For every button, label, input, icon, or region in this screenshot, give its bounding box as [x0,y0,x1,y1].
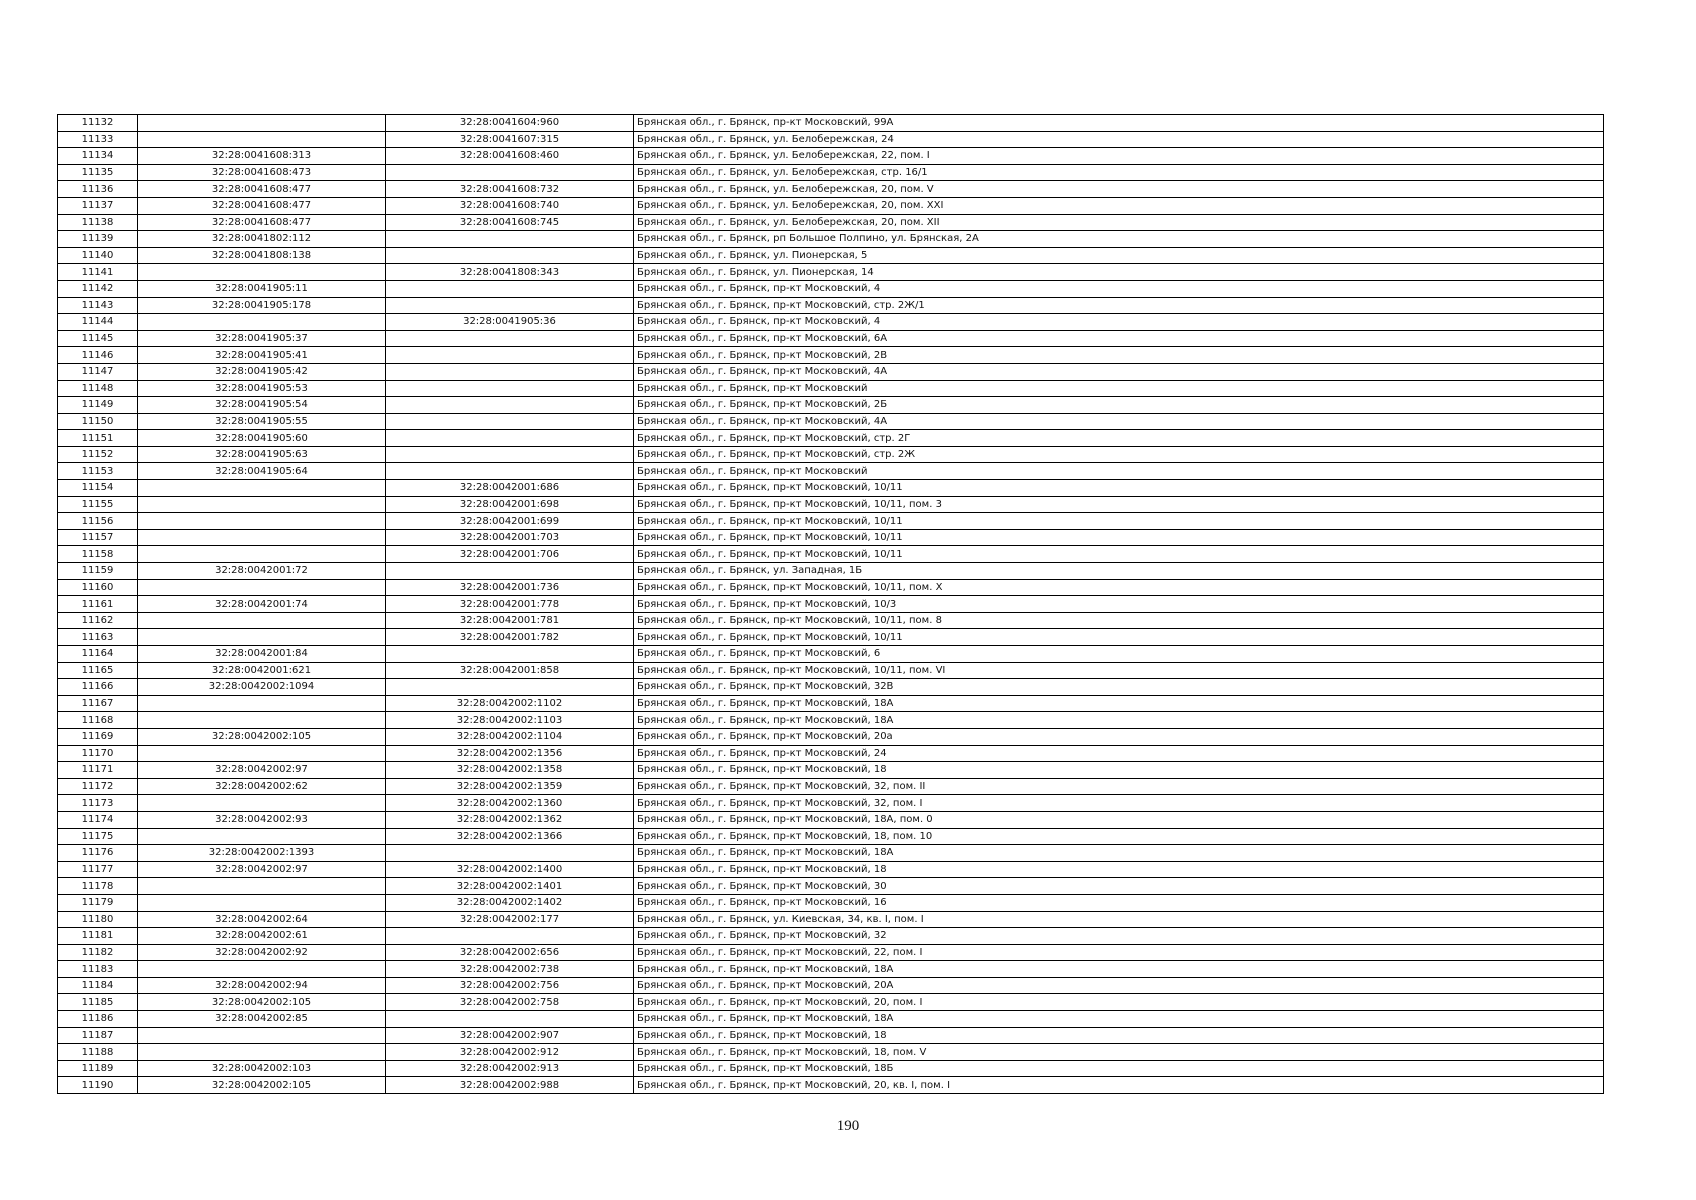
address-cell: Брянская обл., г. Брянск, пр-кт Московский [634,463,1604,480]
table-row [58,612,1604,629]
table-row [58,878,1604,895]
object-cadastral-number-cell [386,845,634,862]
row-number-cell: 11133 [58,131,138,148]
parcel-cadastral-number-cell: 32:28:0041905:178 [138,297,386,314]
object-cadastral-number-cell: 32:28:0042002:913 [386,1060,634,1077]
address-cell: Брянская обл., г. Брянск, пр-кт Московский, 10/11, пом. 3 [634,496,1604,513]
table-row [58,994,1604,1011]
address-cell: Брянская обл., г. Брянск, ул. Белобережская, стр. 16/1 [634,164,1604,181]
address-cell: Брянская обл., г. Брянск, пр-кт Московский, 10/11 [634,629,1604,646]
object-cadastral-number-cell [386,646,634,663]
row-number-cell: 11171 [58,762,138,779]
object-cadastral-number-cell [386,679,634,696]
address-cell: Брянская обл., г. Брянск, пр-кт Московский, 20А [634,977,1604,994]
table-row [58,579,1604,596]
object-cadastral-number-cell: 32:28:0042002:756 [386,977,634,994]
object-cadastral-number-cell: 32:28:0042002:988 [386,1077,634,1094]
address-cell: Брянская обл., г. Брянск, пр-кт Московский, 32В [634,679,1604,696]
address-cell: Брянская обл., г. Брянск, пр-кт Московский, 2Б [634,397,1604,414]
table-row [58,861,1604,878]
parcel-cadastral-number-cell: 32:28:0041905:11 [138,280,386,297]
object-cadastral-number-cell: 32:28:0041608:740 [386,197,634,214]
table-row [58,795,1604,812]
address-cell: Брянская обл., г. Брянск, ул. Киевская, 34, кв. I, пом. I [634,911,1604,928]
address-cell: Брянская обл., г. Брянск, пр-кт Московский, 22, пом. I [634,944,1604,961]
object-cadastral-number-cell: 32:28:0042002:656 [386,944,634,961]
address-cell: Брянская обл., г. Брянск, пр-кт Московский, стр. 2Ж [634,446,1604,463]
row-number-cell: 11189 [58,1060,138,1077]
table-row [58,480,1604,497]
table-row [58,695,1604,712]
address-cell: Брянская обл., г. Брянск, пр-кт Московский, 2В [634,347,1604,364]
table-row [58,1077,1604,1094]
address-cell: Брянская обл., г. Брянск, пр-кт Московский, 10/11, пом. VI [634,662,1604,679]
parcel-cadastral-number-cell: 32:28:0042002:97 [138,762,386,779]
address-cell: Брянская обл., г. Брянск, пр-кт Московский, 18, пом. 10 [634,828,1604,845]
object-cadastral-number-cell [386,1011,634,1028]
parcel-cadastral-number-cell [138,745,386,762]
row-number-cell: 11185 [58,994,138,1011]
table-row [58,1060,1604,1077]
row-number-cell: 11140 [58,247,138,264]
object-cadastral-number-cell [386,928,634,945]
object-cadastral-number-cell: 32:28:0042002:1366 [386,828,634,845]
parcel-cadastral-number-cell: 32:28:0042002:85 [138,1011,386,1028]
row-number-cell: 11161 [58,596,138,613]
parcel-cadastral-number-cell: 32:28:0041808:138 [138,247,386,264]
row-number-cell: 11139 [58,231,138,248]
parcel-cadastral-number-cell: 32:28:0042002:1393 [138,845,386,862]
address-cell: Брянская обл., г. Брянск, пр-кт Московский, стр. 2Ж/1 [634,297,1604,314]
row-number-cell: 11188 [58,1044,138,1061]
parcel-cadastral-number-cell: 32:28:0041608:473 [138,164,386,181]
object-cadastral-number-cell: 32:28:0041905:36 [386,314,634,331]
row-number-cell: 11183 [58,961,138,978]
table-row [58,811,1604,828]
object-cadastral-number-cell: 32:28:0041604:960 [386,115,634,132]
row-number-cell: 11138 [58,214,138,231]
table-row [58,944,1604,961]
address-cell: Брянская обл., г. Брянск, пр-кт Московский [634,380,1604,397]
parcel-cadastral-number-cell [138,115,386,132]
row-number-cell: 11165 [58,662,138,679]
address-cell: Брянская обл., г. Брянск, пр-кт Московский, 18А [634,712,1604,729]
parcel-cadastral-number-cell: 32:28:0042001:74 [138,596,386,613]
table-row [58,745,1604,762]
object-cadastral-number-cell [386,247,634,264]
object-cadastral-number-cell [386,347,634,364]
address-cell: Брянская обл., г. Брянск, пр-кт Московский, 10/11, пом. 8 [634,612,1604,629]
parcel-cadastral-number-cell: 32:28:0041608:477 [138,197,386,214]
object-cadastral-number-cell [386,330,634,347]
address-cell: Брянская обл., г. Брянск, пр-кт Московский, 18А [634,695,1604,712]
row-number-cell: 11182 [58,944,138,961]
address-cell: Брянская обл., г. Брянск, пр-кт Московский, 16 [634,894,1604,911]
address-cell: Брянская обл., г. Брянск, пр-кт Московский, 4А [634,413,1604,430]
parcel-cadastral-number-cell: 32:28:0041905:63 [138,446,386,463]
table-row [58,231,1604,248]
row-number-cell: 11150 [58,413,138,430]
object-cadastral-number-cell: 32:28:0042002:738 [386,961,634,978]
table-row [58,214,1604,231]
row-number-cell: 11173 [58,795,138,812]
row-number-cell: 11153 [58,463,138,480]
address-cell: Брянская обл., г. Брянск, пр-кт Московский, 20а [634,728,1604,745]
parcel-cadastral-number-cell: 32:28:0042002:105 [138,994,386,1011]
object-cadastral-number-cell [386,363,634,380]
parcel-cadastral-number-cell: 32:28:0041905:55 [138,413,386,430]
row-number-cell: 11134 [58,148,138,165]
parcel-cadastral-number-cell: 32:28:0041905:64 [138,463,386,480]
row-number-cell: 11151 [58,430,138,447]
parcel-cadastral-number-cell: 32:28:0042001:621 [138,662,386,679]
address-cell: Брянская обл., г. Брянск, ул. Белобережская, 20, пом. XII [634,214,1604,231]
row-number-cell: 11179 [58,894,138,911]
parcel-cadastral-number-cell [138,264,386,281]
parcel-cadastral-number-cell: 32:28:0042002:93 [138,811,386,828]
object-cadastral-number-cell: 32:28:0042002:907 [386,1027,634,1044]
object-cadastral-number-cell: 32:28:0042001:736 [386,579,634,596]
address-cell: Брянская обл., г. Брянск, ул. Белобережская, 20, пом. V [634,181,1604,198]
object-cadastral-number-cell [386,380,634,397]
address-cell: Брянская обл., г. Брянск, пр-кт Московский, 30 [634,878,1604,895]
table-row [58,646,1604,663]
row-number-cell: 11169 [58,728,138,745]
address-cell: Брянская обл., г. Брянск, пр-кт Московский, стр. 2Г [634,430,1604,447]
object-cadastral-number-cell: 32:28:0042001:858 [386,662,634,679]
table-row [58,1044,1604,1061]
parcel-cadastral-number-cell [138,612,386,629]
row-number-cell: 11187 [58,1027,138,1044]
address-cell: Брянская обл., г. Брянск, ул. Пионерская, 14 [634,264,1604,281]
parcel-cadastral-number-cell [138,795,386,812]
parcel-cadastral-number-cell: 32:28:0041905:37 [138,330,386,347]
table-row [58,1011,1604,1028]
table-row [58,496,1604,513]
parcel-cadastral-number-cell: 32:28:0041905:42 [138,363,386,380]
address-cell: Брянская обл., г. Брянск, пр-кт Московский, 6А [634,330,1604,347]
object-cadastral-number-cell: 32:28:0041608:745 [386,214,634,231]
row-number-cell: 11177 [58,861,138,878]
row-number-cell: 11176 [58,845,138,862]
table-row [58,131,1604,148]
table-row [58,181,1604,198]
parcel-cadastral-number-cell: 32:28:0042001:72 [138,563,386,580]
parcel-cadastral-number-cell [138,878,386,895]
object-cadastral-number-cell [386,231,634,248]
parcel-cadastral-number-cell: 32:28:0042002:103 [138,1060,386,1077]
row-number-cell: 11145 [58,330,138,347]
row-number-cell: 11147 [58,363,138,380]
registry-table-body [58,115,1604,1094]
row-number-cell: 11141 [58,264,138,281]
table-row [58,828,1604,845]
parcel-cadastral-number-cell [138,513,386,530]
parcel-cadastral-number-cell: 32:28:0042002:92 [138,944,386,961]
table-row [58,164,1604,181]
parcel-cadastral-number-cell: 32:28:0041905:53 [138,380,386,397]
object-cadastral-number-cell: 32:28:0041607:315 [386,131,634,148]
table-row [58,197,1604,214]
address-cell: Брянская обл., г. Брянск, пр-кт Московский, 4 [634,280,1604,297]
object-cadastral-number-cell [386,280,634,297]
parcel-cadastral-number-cell: 32:28:0042002:64 [138,911,386,928]
parcel-cadastral-number-cell: 32:28:0041608:477 [138,214,386,231]
row-number-cell: 11159 [58,563,138,580]
table-row [58,1027,1604,1044]
parcel-cadastral-number-cell: 32:28:0042002:61 [138,928,386,945]
object-cadastral-number-cell [386,563,634,580]
row-number-cell: 11174 [58,811,138,828]
address-cell: Брянская обл., г. Брянск, пр-кт Московский, 20, пом. I [634,994,1604,1011]
object-cadastral-number-cell: 32:28:0042001:686 [386,480,634,497]
row-number-cell: 11172 [58,778,138,795]
object-cadastral-number-cell [386,463,634,480]
parcel-cadastral-number-cell [138,529,386,546]
row-number-cell: 11135 [58,164,138,181]
address-cell: Брянская обл., г. Брянск, пр-кт Московский, 20, кв. I, пом. I [634,1077,1604,1094]
parcel-cadastral-number-cell [138,894,386,911]
table-row [58,513,1604,530]
address-cell: Брянская обл., г. Брянск, пр-кт Московский, 32 [634,928,1604,945]
object-cadastral-number-cell: 32:28:0041808:343 [386,264,634,281]
parcel-cadastral-number-cell: 32:28:0041608:313 [138,148,386,165]
parcel-cadastral-number-cell: 32:28:0041802:112 [138,231,386,248]
object-cadastral-number-cell [386,297,634,314]
row-number-cell: 11152 [58,446,138,463]
row-number-cell: 11148 [58,380,138,397]
parcel-cadastral-number-cell [138,712,386,729]
table-row [58,463,1604,480]
table-row [58,380,1604,397]
table-row [58,712,1604,729]
object-cadastral-number-cell: 32:28:0042001:706 [386,546,634,563]
object-cadastral-number-cell: 32:28:0042002:1402 [386,894,634,911]
row-number-cell: 11181 [58,928,138,945]
table-row [58,280,1604,297]
parcel-cadastral-number-cell [138,496,386,513]
object-cadastral-number-cell: 32:28:0042002:177 [386,911,634,928]
row-number-cell: 11167 [58,695,138,712]
row-number-cell: 11156 [58,513,138,530]
object-cadastral-number-cell: 32:28:0042002:1401 [386,878,634,895]
registry-table [57,114,1604,1094]
object-cadastral-number-cell: 32:28:0042002:1103 [386,712,634,729]
object-cadastral-number-cell: 32:28:0042002:758 [386,994,634,1011]
table-row [58,845,1604,862]
row-number-cell: 11149 [58,397,138,414]
address-cell: Брянская обл., г. Брянск, ул. Западная, 1Б [634,563,1604,580]
object-cadastral-number-cell [386,397,634,414]
object-cadastral-number-cell: 32:28:0042002:1358 [386,762,634,779]
row-number-cell: 11137 [58,197,138,214]
object-cadastral-number-cell: 32:28:0042001:778 [386,596,634,613]
row-number-cell: 11136 [58,181,138,198]
object-cadastral-number-cell: 32:28:0042002:912 [386,1044,634,1061]
row-number-cell: 11184 [58,977,138,994]
address-cell: Брянская обл., г. Брянск, пр-кт Московский, 10/11 [634,480,1604,497]
table-row [58,446,1604,463]
row-number-cell: 11146 [58,347,138,364]
table-row [58,529,1604,546]
table-row [58,247,1604,264]
address-cell: Брянская обл., г. Брянск, пр-кт Московский, 18 [634,762,1604,779]
object-cadastral-number-cell: 32:28:0042001:781 [386,612,634,629]
row-number-cell: 11162 [58,612,138,629]
row-number-cell: 11180 [58,911,138,928]
parcel-cadastral-number-cell [138,480,386,497]
table-row [58,928,1604,945]
table-row [58,314,1604,331]
table-row [58,430,1604,447]
table-row [58,363,1604,380]
address-cell: Брянская обл., г. Брянск, пр-кт Московский, 18А [634,1011,1604,1028]
address-cell: Брянская обл., г. Брянск, пр-кт Московский, 99А [634,115,1604,132]
address-cell: Брянская обл., г. Брянск, пр-кт Московский, 10/11, пом. X [634,579,1604,596]
address-cell: Брянская обл., г. Брянск, пр-кт Московский, 4А [634,363,1604,380]
address-cell: Брянская обл., г. Брянск, пр-кт Московский, 18А, пом. 0 [634,811,1604,828]
address-cell: Брянская обл., г. Брянск, пр-кт Московский, 18 [634,861,1604,878]
table-row [58,563,1604,580]
table-row [58,397,1604,414]
row-number-cell: 11157 [58,529,138,546]
address-cell: Брянская обл., г. Брянск, пр-кт Московский, 32, пом. I [634,795,1604,812]
parcel-cadastral-number-cell [138,1044,386,1061]
address-cell: Брянская обл., г. Брянск, пр-кт Московский, 24 [634,745,1604,762]
address-cell: Брянская обл., г. Брянск, ул. Белобережская, 20, пом. XXI [634,197,1604,214]
row-number-cell: 11132 [58,115,138,132]
object-cadastral-number-cell: 32:28:0042002:1360 [386,795,634,812]
parcel-cadastral-number-cell [138,579,386,596]
row-number-cell: 11155 [58,496,138,513]
address-cell: Брянская обл., г. Брянск, пр-кт Московский, 10/3 [634,596,1604,613]
object-cadastral-number-cell: 32:28:0042001:782 [386,629,634,646]
table-row [58,596,1604,613]
table-row [58,728,1604,745]
row-number-cell: 11158 [58,546,138,563]
object-cadastral-number-cell: 32:28:0041608:732 [386,181,634,198]
row-number-cell: 11170 [58,745,138,762]
address-cell: Брянская обл., г. Брянск, рп Большое Полпино, ул. Брянская, 2А [634,231,1604,248]
row-number-cell: 11175 [58,828,138,845]
table-row [58,679,1604,696]
parcel-cadastral-number-cell: 32:28:0041905:60 [138,430,386,447]
row-number-cell: 11143 [58,297,138,314]
address-cell: Брянская обл., г. Брянск, пр-кт Московский, 18 [634,1027,1604,1044]
object-cadastral-number-cell: 32:28:0042002:1400 [386,861,634,878]
row-number-cell: 11160 [58,579,138,596]
address-cell: Брянская обл., г. Брянск, пр-кт Московский, 18А [634,845,1604,862]
row-number-cell: 11163 [58,629,138,646]
parcel-cadastral-number-cell: 32:28:0042002:1094 [138,679,386,696]
address-cell: Брянская обл., г. Брянск, ул. Белобережская, 24 [634,131,1604,148]
object-cadastral-number-cell [386,413,634,430]
object-cadastral-number-cell: 32:28:0042002:1362 [386,811,634,828]
address-cell: Брянская обл., г. Брянск, пр-кт Московский, 10/11 [634,513,1604,530]
address-cell: Брянская обл., г. Брянск, пр-кт Московский, 18Б [634,1060,1604,1077]
address-cell: Брянская обл., г. Брянск, ул. Белобережская, 22, пом. I [634,148,1604,165]
table-row [58,662,1604,679]
address-cell: Брянская обл., г. Брянск, ул. Пионерская, 5 [634,247,1604,264]
parcel-cadastral-number-cell [138,1027,386,1044]
row-number-cell: 11144 [58,314,138,331]
address-cell: Брянская обл., г. Брянск, пр-кт Московский, 10/11 [634,546,1604,563]
object-cadastral-number-cell: 32:28:0042002:1356 [386,745,634,762]
parcel-cadastral-number-cell: 32:28:0041905:41 [138,347,386,364]
parcel-cadastral-number-cell [138,828,386,845]
row-number-cell: 11168 [58,712,138,729]
object-cadastral-number-cell: 32:28:0041608:460 [386,148,634,165]
page-number: 190 [836,1118,860,1134]
object-cadastral-number-cell: 32:28:0042001:703 [386,529,634,546]
parcel-cadastral-number-cell [138,961,386,978]
parcel-cadastral-number-cell: 32:28:0042002:105 [138,728,386,745]
address-cell: Брянская обл., г. Брянск, пр-кт Московский, 10/11 [634,529,1604,546]
table-row [58,264,1604,281]
table-row [58,297,1604,314]
parcel-cadastral-number-cell: 32:28:0042002:105 [138,1077,386,1094]
parcel-cadastral-number-cell: 32:28:0041608:477 [138,181,386,198]
table-row [58,148,1604,165]
table-row [58,347,1604,364]
table-row [58,778,1604,795]
parcel-cadastral-number-cell: 32:28:0041905:54 [138,397,386,414]
table-row [58,911,1604,928]
table-row [58,977,1604,994]
parcel-cadastral-number-cell [138,131,386,148]
table-row [58,115,1604,132]
object-cadastral-number-cell: 32:28:0042001:699 [386,513,634,530]
object-cadastral-number-cell [386,164,634,181]
row-number-cell: 11190 [58,1077,138,1094]
table-row [58,894,1604,911]
object-cadastral-number-cell: 32:28:0042002:1104 [386,728,634,745]
parcel-cadastral-number-cell [138,546,386,563]
address-cell: Брянская обл., г. Брянск, пр-кт Московский, 18А [634,961,1604,978]
row-number-cell: 11164 [58,646,138,663]
row-number-cell: 11186 [58,1011,138,1028]
address-cell: Брянская обл., г. Брянск, пр-кт Московский, 6 [634,646,1604,663]
parcel-cadastral-number-cell [138,314,386,331]
parcel-cadastral-number-cell: 32:28:0042001:84 [138,646,386,663]
table-row [58,629,1604,646]
table-row [58,330,1604,347]
object-cadastral-number-cell: 32:28:0042002:1359 [386,778,634,795]
table-row [58,961,1604,978]
table-row [58,546,1604,563]
row-number-cell: 11142 [58,280,138,297]
parcel-cadastral-number-cell: 32:28:0042002:62 [138,778,386,795]
object-cadastral-number-cell [386,430,634,447]
object-cadastral-number-cell [386,446,634,463]
object-cadastral-number-cell: 32:28:0042002:1102 [386,695,634,712]
address-cell: Брянская обл., г. Брянск, пр-кт Московский, 32, пом. II [634,778,1604,795]
table-row [58,762,1604,779]
row-number-cell: 11166 [58,679,138,696]
row-number-cell: 11178 [58,878,138,895]
table-row [58,413,1604,430]
row-number-cell: 11154 [58,480,138,497]
address-cell: Брянская обл., г. Брянск, пр-кт Московский, 4 [634,314,1604,331]
address-cell: Брянская обл., г. Брянск, пр-кт Московский, 18, пом. V [634,1044,1604,1061]
parcel-cadastral-number-cell: 32:28:0042002:94 [138,977,386,994]
parcel-cadastral-number-cell: 32:28:0042002:97 [138,861,386,878]
parcel-cadastral-number-cell [138,695,386,712]
parcel-cadastral-number-cell [138,629,386,646]
object-cadastral-number-cell: 32:28:0042001:698 [386,496,634,513]
